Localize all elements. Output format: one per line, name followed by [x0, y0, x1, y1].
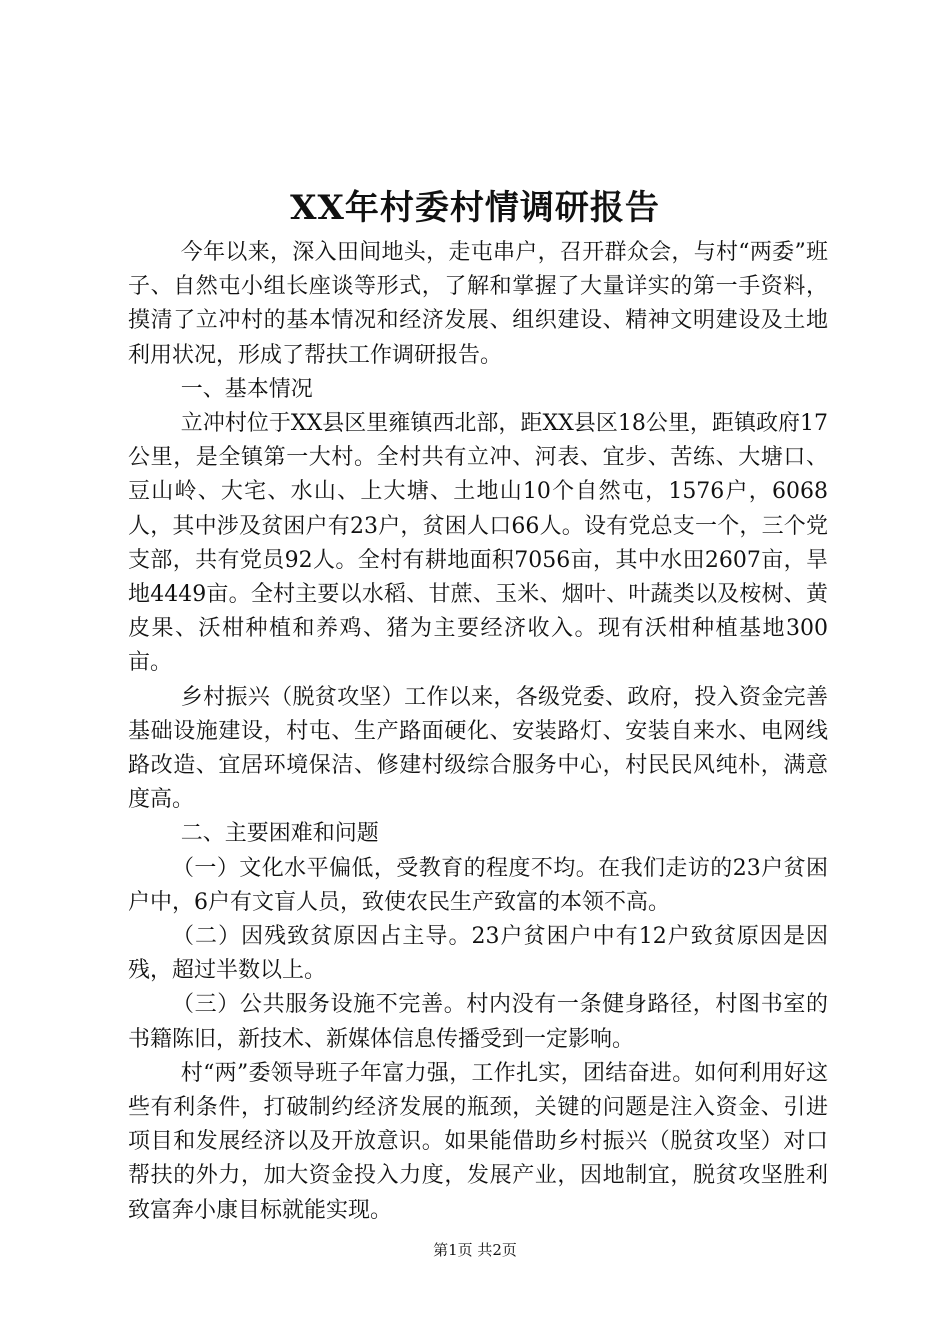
paragraph-revitalization: 乡村振兴（脱贫攻坚）工作以来，各级党委、政府，投入资金完善基础设施建设，村屯、生产路面硬化、安装路灯、安装自来水、电网线路改造、宜居环境保洁、修建村级综合服务中心，村民民风纯朴，满意度高。 [128, 684, 828, 813]
paragraph-problem-3: （三）公共服务设施不完善。村内没有一条健身路径，村图书室的书籍陈旧，新技术、新媒体信息传播受到一定影响。 [128, 992, 828, 1052]
paragraph-basic-info: 立冲村位于XX县区里雍镇西北部，距XX县区18公里，距镇政府17公里，是全镇第一大村。全村共有立冲、河表、宜步、苦练、大塘口、豆山岭、大宅、水山、上大塘、土地山10个自然屯，1576户，6068人，其中涉及贫困户有23户，贫困人口66人。设有党总支一个，三个党支部，共有党员92人。全村有耕地面积7056亩，其中水田2607亩，旱地4449亩。全村主要以水稻、甘蔗、玉米、烟叶、叶蔬类以及桉树、黄皮果、沃柑种植和养鸡、猪为主要经济收入。现有沃柑种植基地300亩。 [128, 411, 828, 676]
paragraph-problem-1: （一）文化水平偏低，受教育的程度不均。在我们走访的23户贫困户中，6户有文盲人员，致使农民生产致富的本领不高。 [128, 855, 828, 915]
paragraph-problem-2: （二）因残致贫原因占主导。23户贫困户中有12户致贫原因是因残，超过半数以上。 [128, 924, 828, 984]
document-body [128, 236, 828, 1228]
paragraph-intro: 今年以来，深入田间地头，走屯串户，召开群众会，与村“两委”班子、自然屯小组长座谈等形式，了解和掌握了大量详实的第一手资料，摸清了立冲村的基本情况和经济发展、组织建设、精神文明建设及土地利用状况，形成了帮扶工作调研报告。 [128, 240, 828, 368]
page-footer: 第1页 共2页 [433, 1241, 517, 1259]
paragraph-conclusion: 村“两”委领导班子年富力强，工作扎实，团结奋进。如何利用好这些有利条件，打破制约经济发展的瓶颈，关键的问题是注入资金、引进项目和发展经济以及开放意识。如果能借助乡村振兴（脱贫攻坚）对口帮扶的外力，加大资金投入力度，发展产业，因地制宜，脱贫攻坚胜利致富奔小康目标就能实现。 [128, 1060, 828, 1223]
document-title: XX年村委村情调研报告 [290, 188, 660, 228]
section-heading-problems: 二、主要困难和问题 [180, 821, 379, 847]
section-heading-basic: 一、基本情况 [180, 376, 313, 402]
